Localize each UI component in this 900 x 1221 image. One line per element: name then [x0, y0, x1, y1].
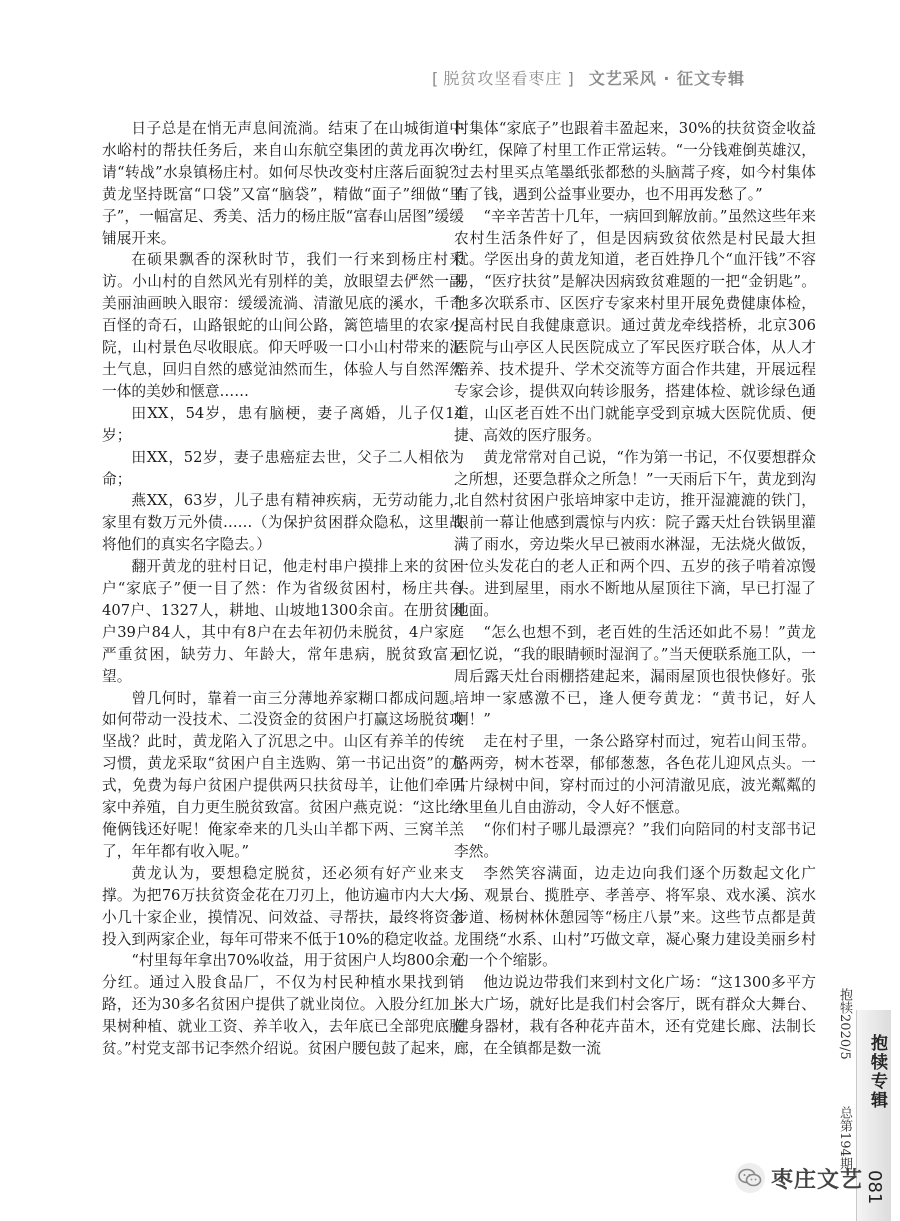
paragraph: 他边说边带我们来到村文化广场：“这1300多平方米大广场，就好比是我们村会客厅，既有群众大舞台、健身器材，栽有各种花卉苗木，还有党建长廊、法制长廊，在全镇都是数一流	[454, 974, 816, 1058]
page-number: 081	[864, 1170, 885, 1205]
paragraph: 李然笑容满面，边走边向我们逐个历数起文化广场、观景台、揽胜亭、孝善亭、将军泉、戏水溪、滨水步道、杨树林休憩园等“杨庄八景”来。这些节点都是黄龙围绕“水系、山村”巧做文章，凝心聚力建设美丽乡村的一个个缩影。	[454, 864, 816, 970]
paragraph: “怎么也想不到，老百姓的生活还如此不易！”黄龙回忆说，“我的眼睛顿时湿润了。”当天便联系施工队，一周后露天灶台雨棚搭建起来，漏雨屋顶也很快修好。张培坤一家感激不已，逢人便夸黄龙：“黄书记，好人啊！”	[454, 623, 816, 729]
wechat-icon	[735, 1163, 765, 1193]
watermark-text: 枣庄文艺	[771, 1167, 864, 1193]
section-header	[432, 66, 792, 90]
paragraph: 日子总是在悄无声息间流淌。结束了在山城街道中水峪村的帮扶任务后，来自山东航空集团的黄龙再次申请“转战”水泉镇杨庄村。如何尽快改变村庄落后面貌？黄龙坚持既富“口袋”又富“脑袋”，精做“面子”细做“里子”，一幅富足、秀美、活力的杨庄版“富春山居图”缓缓铺展开来。	[102, 120, 464, 247]
paragraph: 翻开黄龙的驻村日记，他走村串户摸排上来的贫困户“家底子”便一目了然：作为省级贫困村，杨庄共有407户、1327人，耕地、山坡地1300余亩。在册贫困户39户84人，其中有8户在去年初仍未脱贫，4户家庭严重贫困，缺劳力、年龄大，常年患病，脱贫致富无望。	[102, 558, 464, 685]
paragraph: 曾几何时，靠着一亩三分薄地养家糊口都成问题。如何带动一没技术、二没资金的贫困户打赢这场脱贫攻坚战？此时，黄龙陷入了沉思之中。山区有养羊的传统习惯，黄龙采取“贫困户自主选购、第一书记出资”的方式，免费为每户贫困户提供两只扶贫母羊，让他们牵回家中养殖，自力更生脱贫致富。贫困户燕克说：“这比给俺俩钱还好呢！俺家牵来的几头山羊都下两、三窝羊羔了，年年都有收入呢。”	[102, 689, 464, 860]
tab-title: 抱犊专辑	[867, 1034, 887, 1110]
paragraph: “辛辛苦苦十几年，一病回到解放前。”虽然这些年来农村生活条件好了，但是因病致贫依然是村民最大担忧。学医出身的黄龙知道，老百姓挣几个“血汗钱”不容易，“医疗扶贫”是解决因病致贫难题的一把“金钥匙”。他多次联系市、区医疗专家来村里开展免费健康体检，提高村民自我健康意识。通过黄龙牵线搭桥，北京306医院与山亭区人民医院成立了军民医疗联合体，从人才培养、技术提升、学术交流等方面合作共建，开展远程专家会诊，提供双向转诊服务，搭建体检、就诊绿色通道，山区老百姓不出门就能享受到京城大医院优质、便捷、高效的医疗服务。	[454, 207, 816, 444]
paragraph: 燕XX，63岁，儿子患有精神疾病，无劳动能力，家里有数万元外债……（为保护贫困群众隐私，这里故将他们的真实名字隐去。）	[102, 492, 464, 554]
paragraph: 田XX，54岁，患有脑梗，妻子离婚，儿子仅14岁；	[102, 404, 464, 444]
paragraph: 田XX，52岁，妻子患癌症去世，父子二人相依为命；	[102, 448, 464, 488]
paragraph: “你们村子哪儿最漂亮？”我们向陪同的村支部书记李然。	[454, 821, 816, 860]
magazine-issue: 抱犊2020/5	[837, 988, 852, 1060]
paragraph: 村集体“家底子”也跟着丰盈起来，30%的扶贫资金收益分红，保障了村里工作正常运转。“一分钱难倒英雄汉，过去村里买点笔墨纸张都愁的头脑蒿子疼，如今村集体有了钱，遇到公益事业要办，也不用再发愁了。”	[454, 120, 816, 203]
paragraph: 黄龙常常对自己说，“作为第一书记，不仅要想群众之所想，还要急群众之所急！”一天雨后下午，黄龙到沟北自然村贫困户张培坤家中走访，推开湿漉漉的铁门，眼前一幕让他感到震惊与内疚：院子露天灶台铁锅里灌满了雨水，旁边柴火早已被雨水淋湿，无法烧火做饭，一位头发花白的老人正和两个四、五岁的孩子啃着凉馒头。进到屋里，雨水不断地从屋顶往下滴，早已打湿了地面。	[454, 448, 816, 619]
paragraph: “村里每年拿出70%收益，用于贫困户人均800余元分红。通过入股食品厂，不仅为村民种植水果找到销路，还为30多名贫困户提供了就业岗位。入股分红加上果树种植、就业工资、养羊收入，去年底已全部兜底脱贫。”村党支部书记李然介绍说。贫困户腰包鼓了起来，	[102, 952, 464, 1058]
total-issue: 总第194期	[837, 1105, 852, 1170]
right-text-column	[454, 118, 816, 1060]
paragraph: 走在村子里，一条公路穿村而过，宛若山间玉带。路两旁，树木苍翠，郁郁葱葱，各色花儿迎风点头。一片片绿树中间，穿村而过的小河清澈见底，波光粼粼的水里鱼儿自由游动，令人好不惬意。	[454, 733, 816, 817]
paragraph: 黄龙认为，要想稳定脱贫，还必须有好产业来支撑。为把76万扶贫资金花在刀刃上，他访遍市内大大小小几十家企业，摸情况、问效益、寻帮扶，最终将资金投入到两家企业，每年可带来不低于10%的稳定收益。	[102, 864, 464, 948]
paragraph: 在硕果飘香的深秋时节，我们一行来到杨庄村采访。小山村的自然风光有别样的美，放眼望去俨然一副美丽油画映入眼帘：缓缓流淌、清澈见底的溪水，千奇百怪的奇石，山路银蛇的山间公路，篱笆墙里的农家小院，山村景色尽收眼底。仰天呼吸一口小山村带来的泥土气息，回归自然的感觉油然而生，体验人与自然浑然一体的美妙和惬意……	[102, 251, 464, 400]
column-title: 脱贫攻坚看枣庄	[443, 69, 563, 88]
header-bracket-close: ]	[567, 69, 574, 88]
header-bracket-open: [	[432, 69, 439, 88]
wechat-watermark	[735, 1160, 863, 1196]
series-title: 文艺采风 · 征文专辑	[588, 69, 746, 88]
issue-info	[834, 988, 854, 1170]
left-text-column	[102, 118, 464, 1060]
